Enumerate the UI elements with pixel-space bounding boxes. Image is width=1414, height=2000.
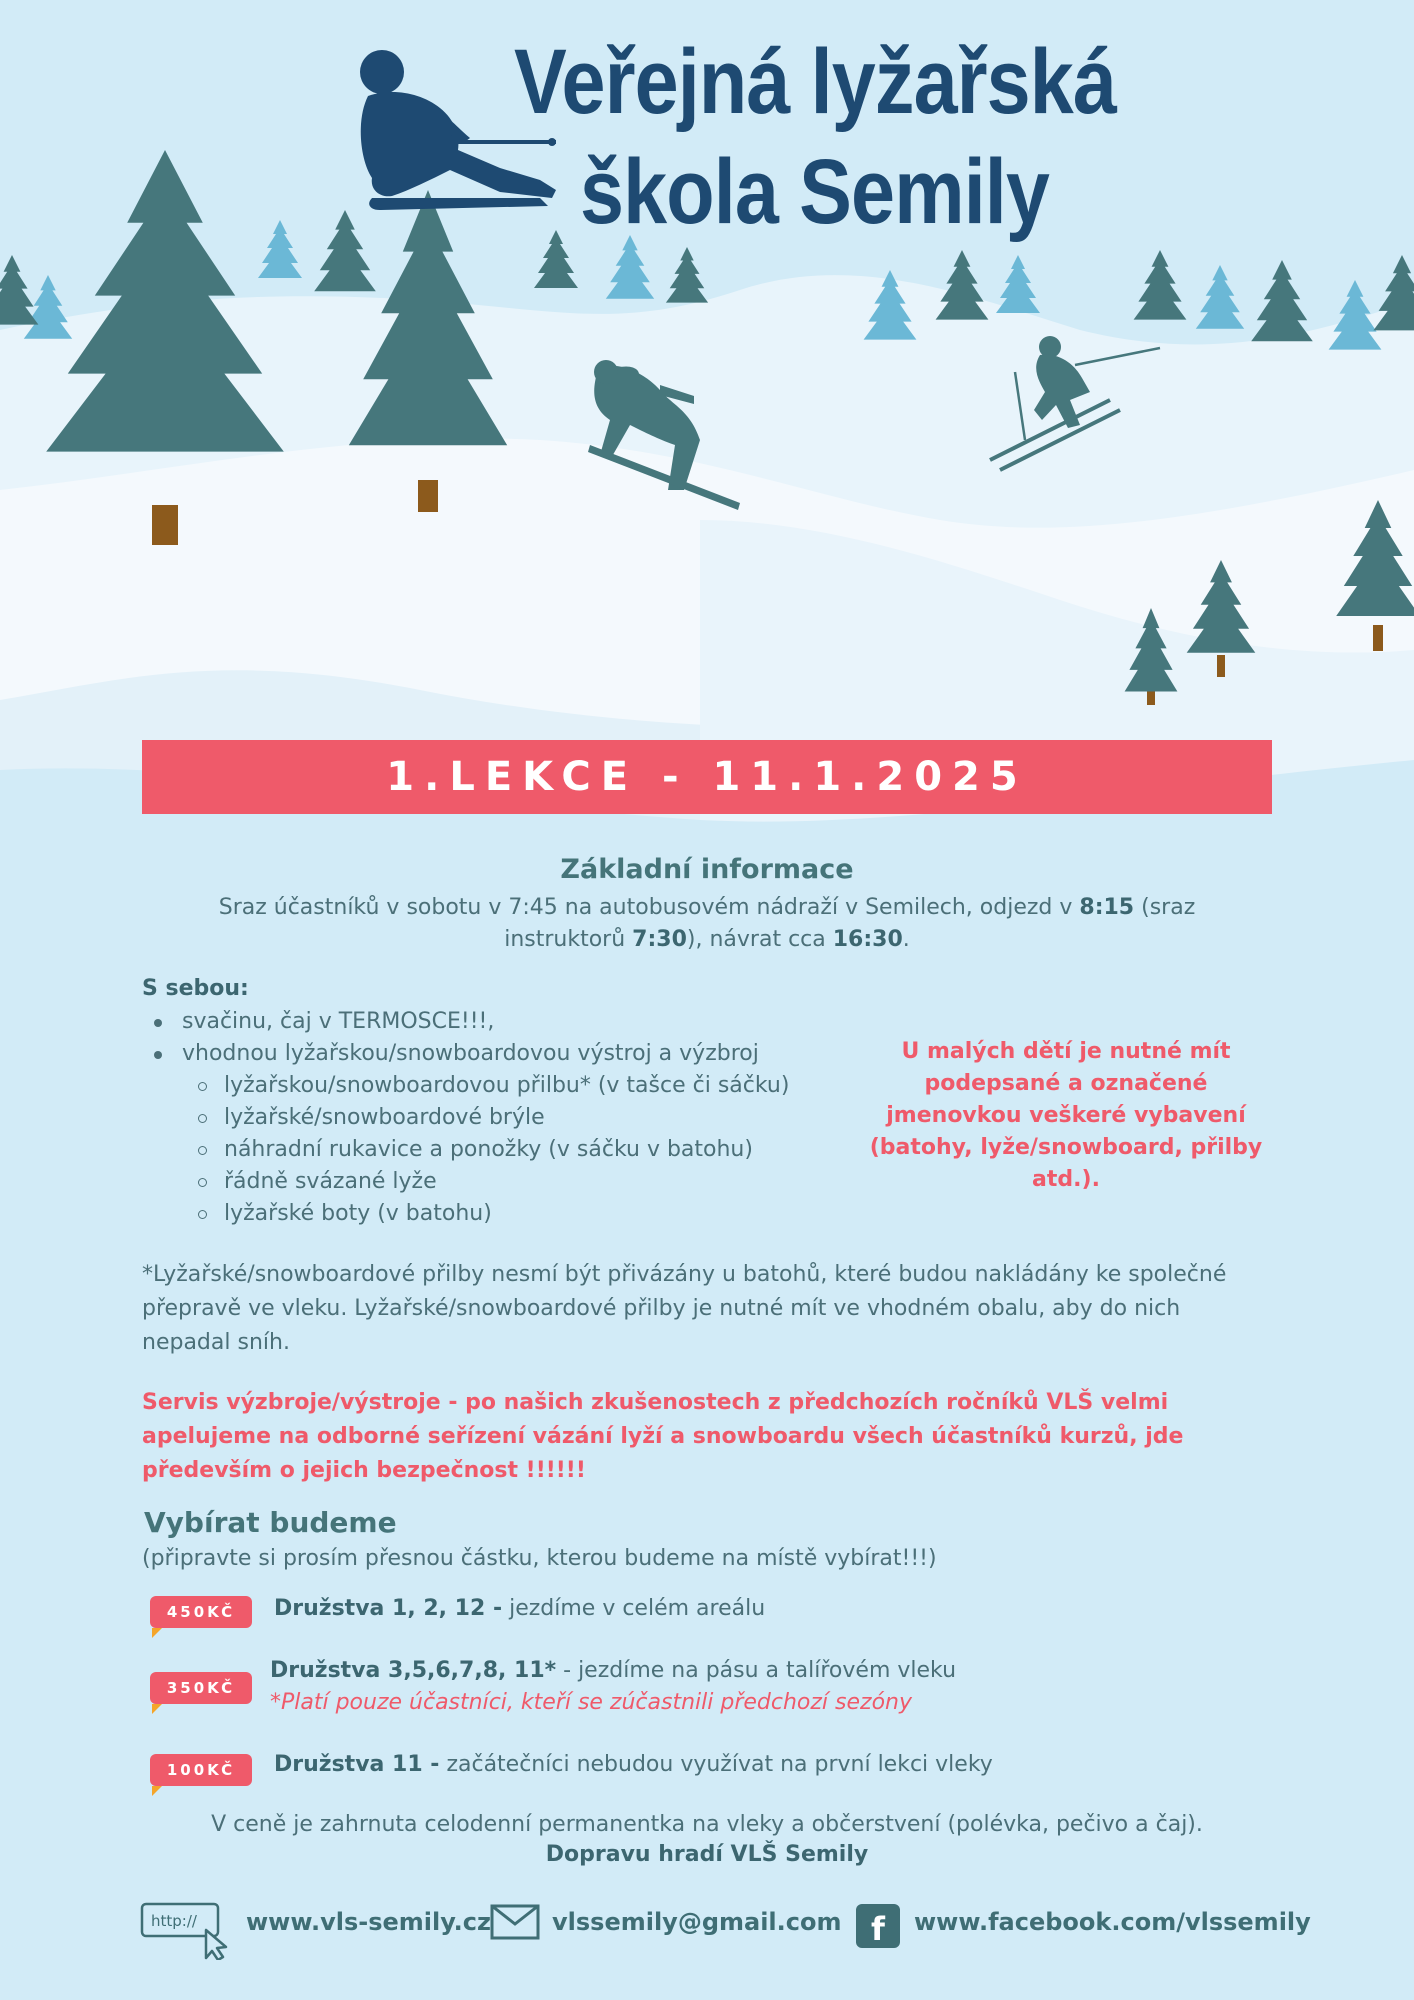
facebook-link[interactable]: www.facebook.com/vlssemily — [914, 1908, 1311, 1936]
transport-note: Dopravu hradí VLŠ Semily — [545, 1842, 869, 1867]
list-subitem: lyžařské/snowboardové brýle — [142, 1102, 789, 1134]
lesson-date-banner: 1.LEKCE - 11.1.2025 — [142, 740, 1272, 814]
price-tag: 450KČ — [150, 1596, 252, 1630]
facebook-icon: f — [856, 1904, 900, 1948]
price-tag: 350KČ — [150, 1672, 252, 1706]
list-subitem: lyžařské boty (v batohu) — [142, 1198, 789, 1230]
price-row-1: Družstva 1, 2, 12 - jezdíme v celém areálu — [274, 1596, 766, 1621]
list-subitem: náhradní rukavice a ponožky (v sáčku v batohu) — [142, 1134, 789, 1166]
departure-time: 8:15 — [1079, 895, 1135, 920]
bring-list — [142, 1006, 789, 1230]
basic-info-text: Sraz účastníků v sobotu v 7:45 na autobusovém nádraží v Semilech, odjezd v 8:15 (sraz instruktorů 7:30), návrat cca 16:30. — [218, 895, 1196, 952]
payment-subheading: (připravte si prosím přesnou částku, kterou budeme na místě vybírat!!!) — [142, 1546, 937, 1571]
price-row-2-note: *Platí pouze účastníci, kteří se zúčastnili předchozí sezóny — [270, 1690, 912, 1715]
instructor-time: 7:30 — [632, 927, 687, 952]
website-link[interactable]: www.vls-semily.cz — [246, 1908, 491, 1936]
http-label: http:// — [151, 1912, 197, 1930]
payment-heading: Vybírat budeme — [144, 1506, 397, 1539]
envelope-icon — [490, 1904, 540, 1940]
price-included-note: V ceně je zahrnuta celodenní permanentka na vleky a občerstvení (polévka, pečivo a čaj). — [211, 1812, 1203, 1837]
list-item: svačinu, čaj v TERMOSCE!!!, — [142, 1006, 789, 1038]
price-row-3: Družstva 11 - začátečníci nebudou využívat na první lekci vleky — [274, 1752, 993, 1777]
list-item: vhodnou lyžařskou/snowboardovou výstroj a výzbroj — [142, 1038, 789, 1070]
service-note: Servis výzbroje/výstroje - po našich zkušenostech z předchozích ročníků VLŠ velmi apelujeme na odborné seřízení vázání lyží a snowboardu všech účastníků kurzů, jde především o jejich bezpečnost !!!!!! — [142, 1390, 1184, 1483]
price-row-2: Družstva 3,5,6,7,8, 11* - jezdíme na pásu a talířovém vleku — [270, 1658, 957, 1683]
basic-info-heading: Základní informace — [560, 854, 854, 885]
price-tag: 100KČ — [150, 1754, 252, 1788]
bring-heading: S sebou: — [142, 976, 249, 1001]
return-time: 16:30 — [832, 927, 903, 952]
school-title-line2: škola Semily — [580, 141, 1050, 243]
school-title-line1: Veřejná lyžařská — [514, 31, 1117, 133]
list-subitem: řádně svázané lyže — [142, 1166, 789, 1198]
kids-labels-note: U malých dětí je nutné mít podepsané a označené jmenovkou veškeré vybavení (batohy, lyže/snowboard, přilby atd.). — [869, 1039, 1263, 1192]
list-subitem: lyžařskou/snowboardovou přilbu* (v tašce či sáčku) — [142, 1070, 789, 1102]
url-cursor-icon — [140, 1900, 236, 1960]
email-link[interactable]: vlssemily@gmail.com — [552, 1908, 842, 1936]
helmet-note: *Lyžařské/snowboardové přilby nesmí být přivázány u batohů, které budou nakládány ke společné přepravě ve vleku. Lyžařské/snowboardové přilby je nutné mít ve vhodném obalu, aby do nich nepadal sníh. — [142, 1262, 1227, 1355]
